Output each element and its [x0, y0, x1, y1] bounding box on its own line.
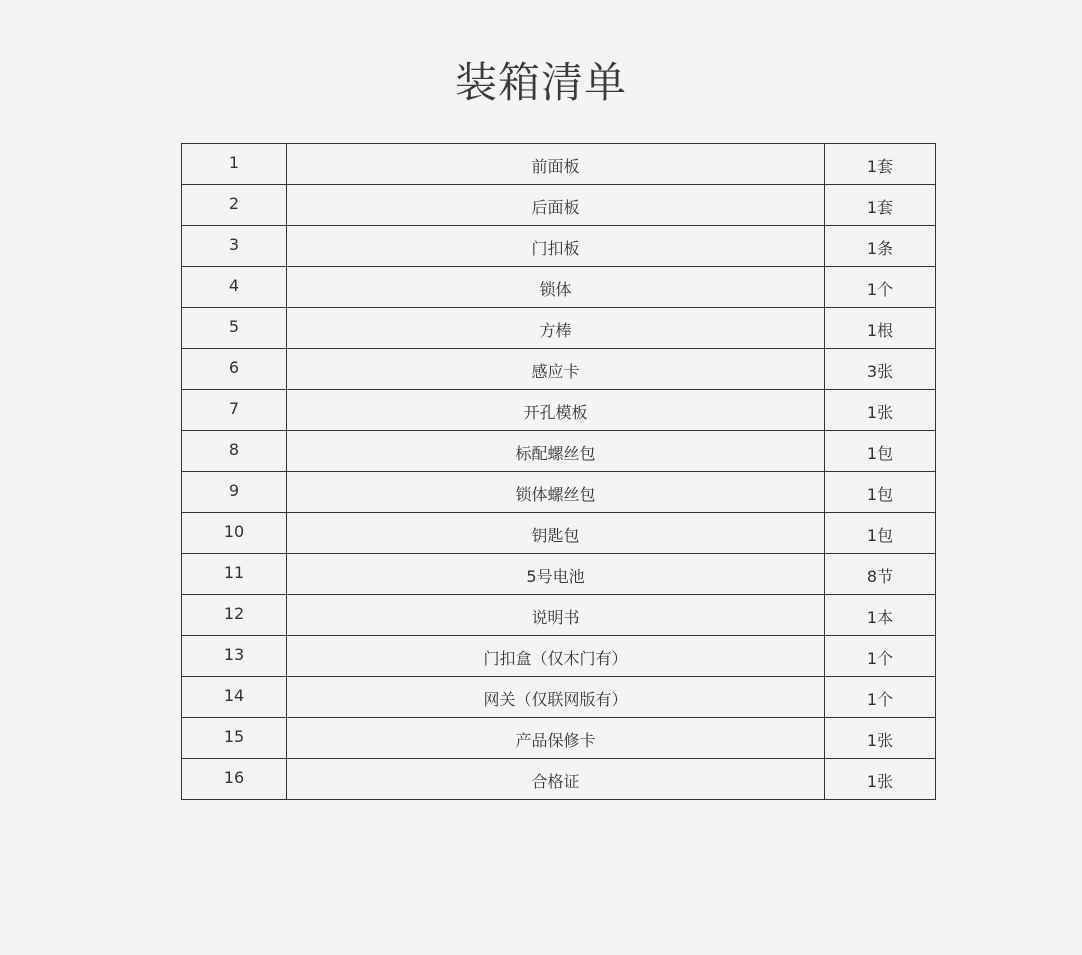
item-number: 16 — [182, 759, 287, 800]
item-number: 8 — [182, 431, 287, 472]
item-name: 锁体 — [287, 267, 825, 308]
table-row — [182, 472, 936, 513]
item-name: 前面板 — [287, 144, 825, 185]
item-number: 7 — [182, 390, 287, 431]
table-row — [182, 390, 936, 431]
table-row — [182, 595, 936, 636]
item-quantity: 3张 — [825, 349, 936, 390]
item-number: 3 — [182, 226, 287, 267]
table-row — [182, 308, 936, 349]
item-name: 产品保修卡 — [287, 718, 825, 759]
table-row — [182, 267, 936, 308]
item-number: 13 — [182, 636, 287, 677]
item-quantity: 1个 — [825, 636, 936, 677]
item-number: 10 — [182, 513, 287, 554]
table-row — [182, 636, 936, 677]
table-row — [182, 431, 936, 472]
item-quantity: 1套 — [825, 144, 936, 185]
item-number: 15 — [182, 718, 287, 759]
item-name: 方棒 — [287, 308, 825, 349]
table-row — [182, 185, 936, 226]
item-quantity: 1张 — [825, 759, 936, 800]
item-name: 5号电池 — [287, 554, 825, 595]
page-title: 装箱清单 — [454, 58, 627, 107]
table-row — [182, 677, 936, 718]
item-name: 门扣盒（仅木门有） — [287, 636, 825, 677]
item-number: 9 — [182, 472, 287, 513]
item-name: 网关（仅联网版有） — [287, 677, 825, 718]
item-quantity: 1本 — [825, 595, 936, 636]
table-row — [182, 144, 936, 185]
table-row — [182, 349, 936, 390]
table-row — [182, 226, 936, 267]
item-name: 钥匙包 — [287, 513, 825, 554]
item-name: 标配螺丝包 — [287, 431, 825, 472]
table-row — [182, 513, 936, 554]
item-number: 11 — [182, 554, 287, 595]
item-quantity: 1包 — [825, 513, 936, 554]
item-name: 合格证 — [287, 759, 825, 800]
item-quantity: 1根 — [825, 308, 936, 349]
item-number: 6 — [182, 349, 287, 390]
item-name: 后面板 — [287, 185, 825, 226]
table-row — [182, 718, 936, 759]
packing-list-body — [182, 144, 936, 800]
item-name: 感应卡 — [287, 349, 825, 390]
item-number: 5 — [182, 308, 287, 349]
table-row — [182, 759, 936, 800]
table-row — [182, 554, 936, 595]
item-number: 2 — [182, 185, 287, 226]
item-quantity: 1张 — [825, 718, 936, 759]
item-quantity: 1条 — [825, 226, 936, 267]
item-number: 12 — [182, 595, 287, 636]
item-quantity: 1个 — [825, 267, 936, 308]
item-quantity: 1套 — [825, 185, 936, 226]
item-quantity: 1包 — [825, 431, 936, 472]
item-name: 说明书 — [287, 595, 825, 636]
item-name: 开孔模板 — [287, 390, 825, 431]
item-number: 14 — [182, 677, 287, 718]
item-number: 4 — [182, 267, 287, 308]
item-quantity: 1个 — [825, 677, 936, 718]
packing-list-table — [181, 143, 936, 800]
item-quantity: 8节 — [825, 554, 936, 595]
item-number: 1 — [182, 144, 287, 185]
item-name: 锁体螺丝包 — [287, 472, 825, 513]
item-name: 门扣板 — [287, 226, 825, 267]
item-quantity: 1包 — [825, 472, 936, 513]
item-quantity: 1张 — [825, 390, 936, 431]
